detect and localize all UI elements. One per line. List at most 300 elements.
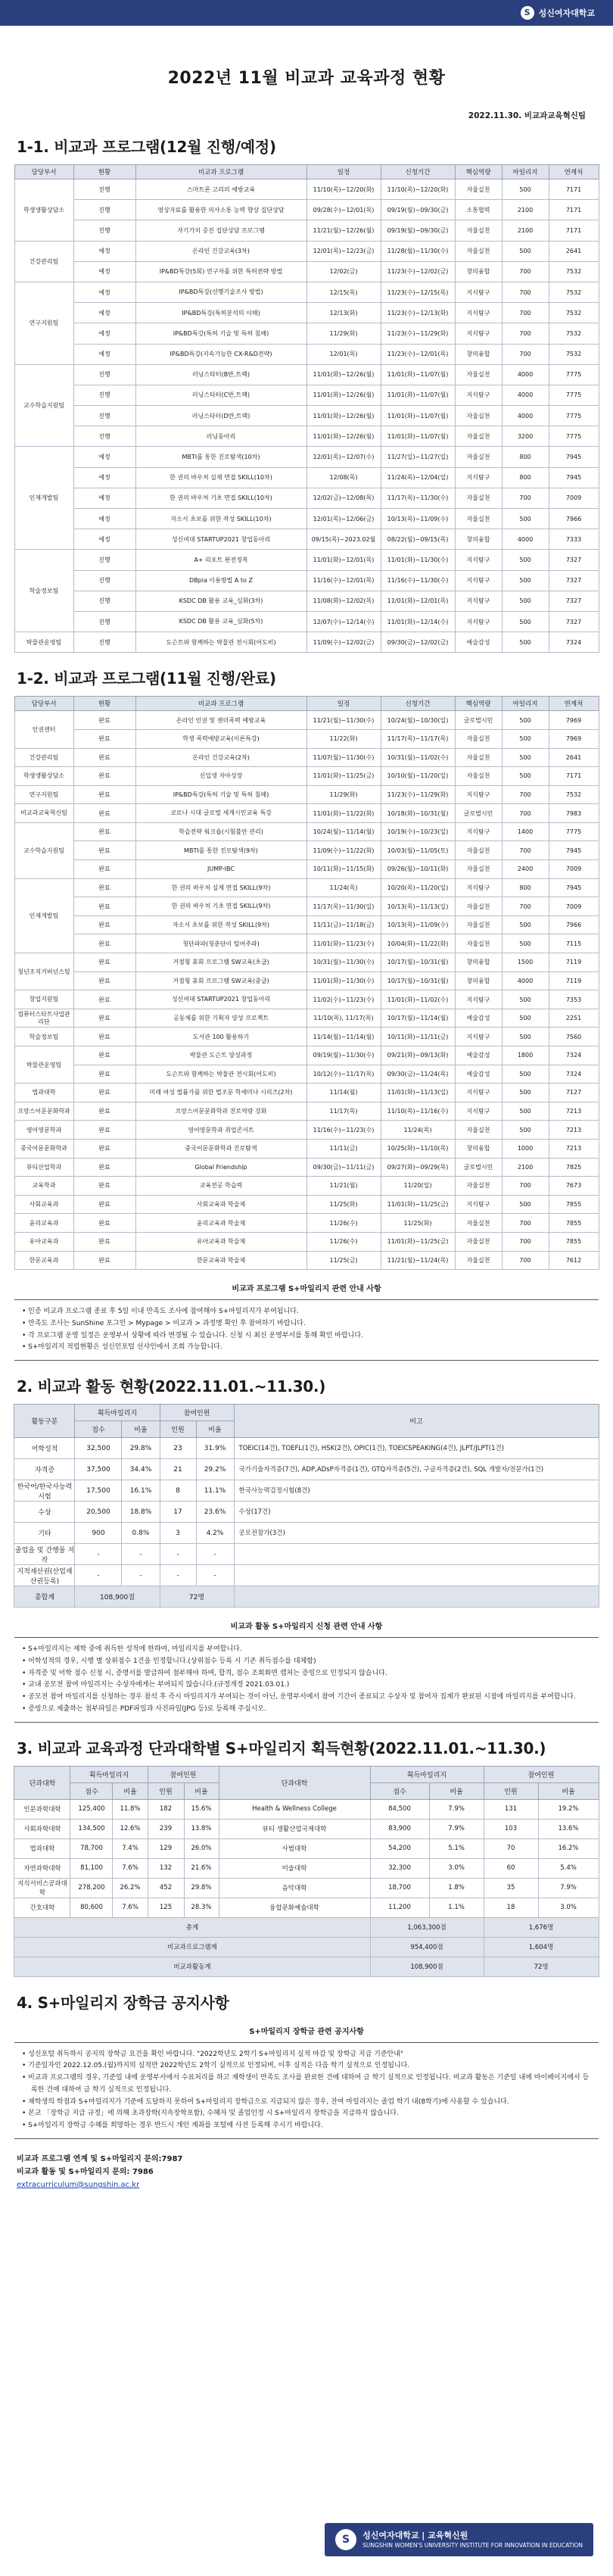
status-cell: 완료: [73, 990, 135, 1009]
col-header: 현황: [73, 697, 135, 711]
competency-cell: 지식탐구: [455, 611, 502, 632]
status-cell: 완료: [73, 1158, 135, 1177]
apply-cell: 11/01(화)~12/14(수): [381, 611, 455, 632]
mileage-cell: 700: [502, 323, 549, 344]
dept-cell: 인재개발팀: [14, 878, 73, 953]
competency-cell: 자율실천: [455, 748, 502, 767]
mileage-rate: 7.9%: [429, 1799, 484, 1819]
schedule-cell: 11/11(금): [306, 1139, 381, 1158]
col-grant-right: 획득마일리지: [370, 1766, 484, 1782]
people-rate: 29.2%: [196, 1459, 234, 1480]
apply-cell: 09/30(금)~12/02(금): [381, 632, 455, 653]
people-rate: 13.8%: [184, 1819, 219, 1838]
schedule-cell: 12/15(목): [306, 282, 381, 302]
college-mileage-table: [14, 1766, 599, 1977]
dept-cell: 건강관리팀: [14, 241, 73, 282]
col-header: 현황: [73, 165, 135, 179]
apply-cell: 10/17(월)~10/31(월): [381, 971, 455, 990]
program-cell: 신입생 자아성장: [135, 767, 306, 786]
col-header: 담당부서: [14, 165, 73, 179]
table-row: [14, 488, 599, 508]
competency-cell: 자율실천: [455, 1121, 502, 1140]
notice-item: • S+마일리지 적립현황은 성신인포털 선샤인에서 조회 가능합니다.: [22, 1342, 591, 1354]
contact-activity: 비교과 활동 및 S+마일리지 문의: 7986: [17, 2167, 154, 2176]
contact-cell: 7532: [549, 282, 599, 302]
dept-cell: 박물관운영팀: [14, 1046, 73, 1084]
schedule-cell: 11/22(화): [306, 729, 381, 748]
notice-item: • 본교 「장학금 지급 규정」에 의해 초과장학(지속장학포함), 수혜자 및 졸업인정 시 S+마일리지 장학금을 지급하지 않습니다.: [22, 2108, 591, 2120]
apply-cell: 11/01(화)~11/30(수): [381, 550, 455, 570]
contact-email-link[interactable]: extracurriculum@sungshin.ac.kr: [17, 2180, 140, 2189]
dept-cell: 연구지원팀: [14, 785, 73, 804]
apply-cell: 11/01(화)~11/13(일): [381, 1084, 455, 1102]
apply-cell: 11/24(목)~12/04(일): [381, 467, 455, 488]
col-score-l: 점수: [70, 1782, 113, 1799]
contact-cell: 7945: [549, 447, 599, 467]
college-name: Health & Wellness College: [219, 1799, 370, 1819]
table-row: [14, 467, 599, 488]
mileage-cell: 500: [502, 767, 549, 786]
people-rate: 13.6%: [538, 1819, 599, 1838]
total-cell: 총합계: [14, 1586, 75, 1608]
program-table-december: [14, 164, 599, 653]
mileage-cell: 500: [502, 611, 549, 632]
sum-people: 1,604명: [484, 1937, 599, 1957]
notice-1-list: [14, 1299, 599, 1361]
program-cell: 영상자료를 활용한 의사소통 능력 향상 집단상담: [135, 200, 306, 220]
status-cell: 예정: [73, 509, 135, 529]
contact-cell: 7009: [549, 897, 599, 916]
people-count: 35: [484, 1878, 538, 1898]
table-row: [14, 878, 599, 897]
schedule-cell: 11/11(금)~11/18(금): [306, 915, 381, 934]
program-cell: 러닝동아리: [135, 426, 306, 447]
competency-cell: 지식탐구: [455, 1028, 502, 1046]
table-row: [14, 934, 599, 953]
mileage-rate: 7.6%: [113, 1898, 148, 1917]
col-score-r: 점수: [370, 1782, 429, 1799]
mileage-cell: 500: [502, 632, 549, 653]
institute-logo-icon: S: [335, 2529, 356, 2550]
table-row: [14, 447, 599, 467]
program-cell: 한문교육과 학술제: [135, 1251, 306, 1270]
notice-2-title: 비교과 활동 S+마일리지 신청 관련 안내 사항: [230, 1623, 383, 1632]
sum-people: 72명: [484, 1957, 599, 1976]
schedule-cell: 11/25(금): [306, 1251, 381, 1270]
table-row: [14, 1028, 599, 1046]
contact-cell: 7119: [549, 953, 599, 972]
people-count: -: [160, 1565, 196, 1586]
mileage-score: 900: [75, 1523, 122, 1544]
total-cell: [234, 1586, 599, 1608]
mileage-rate: 5.1%: [429, 1838, 484, 1858]
contact-cell: 2251: [549, 1009, 599, 1028]
footer-logo-sub: SUNGSHIN WOMEN'S UNIVERSITY INSTITUTE FOR INNOVATION IN EDUCATION: [363, 2541, 583, 2549]
program-cell: 러닝스타터(B반,트랙): [135, 364, 306, 385]
program-cell: 러닝스타터(C반,트랙): [135, 385, 306, 405]
table-row: [14, 1799, 599, 1819]
mileage-cell: 1800: [502, 1046, 549, 1065]
dept-cell: 비교과교육혁신팀: [14, 804, 73, 823]
contact-cell: 7115: [549, 934, 599, 953]
table-row: [14, 1232, 599, 1251]
contact-cell: 7532: [549, 303, 599, 323]
apply-cell: 11/17(목)~11/17(목): [381, 729, 455, 748]
apply-cell: 10/18(화)~10/31(월): [381, 804, 455, 823]
apply-cell: 10/13(목)~11/09(수): [381, 915, 455, 934]
table-row: [14, 1459, 599, 1480]
notice-item: • 성신포털 취득하시 공지의 장학금 요건을 확인 바랍니다. "2022학년도 2학기 S+마일리지 실적 마감 및 장학금 지급 기준안내": [22, 2049, 591, 2061]
competency-cell: 지식탐구: [455, 785, 502, 804]
program-cell: IP&BD특강(선행기술조사 방법): [135, 282, 306, 302]
note: 수상(17건): [234, 1502, 599, 1523]
mileage-cell: 700: [502, 344, 549, 364]
schedule-cell: 09/15(목)~2023.02월: [306, 529, 381, 550]
mileage-cell: 700: [502, 1232, 549, 1251]
table-row: [14, 1898, 599, 1917]
people-rate: 16.2%: [538, 1838, 599, 1858]
college-name: 인문과학대학: [14, 1799, 70, 1819]
table-row: [14, 1177, 599, 1196]
program-cell: 거점형 휴회 프로그램 SW교육(초급): [135, 953, 306, 972]
program-cell: IP&BD특강(특허 기술 및 특허 침해): [135, 323, 306, 344]
apply-cell: 11/01(화)~11/25(금): [381, 1232, 455, 1251]
people-count: -: [160, 1544, 196, 1565]
table-row: [14, 611, 599, 632]
table-row: [14, 1102, 599, 1121]
schedule-cell: 11/25(화): [306, 1195, 381, 1214]
program-cell: 공동체를 위한 기획자 양성 프로젝트: [135, 1009, 306, 1028]
apply-cell: 08/22(월)~09/15(목): [381, 529, 455, 550]
apply-cell: 11/23(수)~12/01(목): [381, 344, 455, 364]
contact-cell: 7171: [549, 179, 599, 200]
status-cell: 진행: [73, 632, 135, 653]
status-cell: 진행: [73, 611, 135, 632]
program-table-november: [14, 696, 599, 1270]
status-cell: 완료: [73, 1195, 135, 1214]
mileage-rate: 7.6%: [113, 1858, 148, 1878]
apply-cell: 11/23(수)~12/13(화): [381, 303, 455, 323]
col-header: 핵심역량: [455, 697, 502, 711]
competency-cell: 자율실천: [455, 767, 502, 786]
competency-cell: 자율실천: [455, 1214, 502, 1233]
status-cell: 예정: [73, 282, 135, 302]
competency-cell: 예술감성: [455, 1046, 502, 1065]
program-cell: 프랑스어문문화학과 진로역량 강화: [135, 1102, 306, 1121]
competency-cell: 지식탐구: [455, 467, 502, 488]
mileage-score: 83,900: [370, 1819, 429, 1838]
section-4-heading: 4. S+마일리지 장학금 공지사항: [17, 1993, 229, 2012]
table-row: [14, 323, 599, 344]
competency-cell: 자율실천: [455, 1232, 502, 1251]
program-cell: 도서관 100 활용하기: [135, 1028, 306, 1046]
schedule-cell: 11/21(월)~11/30(수): [306, 711, 381, 730]
mileage-cell: 4000: [502, 406, 549, 426]
dept-cell: 윤리교육과: [14, 1214, 73, 1233]
schedule-cell: 11/07(월)~11/30(수): [306, 748, 381, 767]
contact-cell: 7969: [549, 729, 599, 748]
mileage-rate: 12.6%: [113, 1819, 148, 1838]
competency-cell: 자율실천: [455, 841, 502, 860]
note: TOEIC(14건), TOEFL(1건), HSK(2건), OPIC(1건), TOEICSPEAKING(4건), JLPT/JLPT(1건): [234, 1438, 599, 1459]
schedule-cell: 11/17(목): [306, 1102, 381, 1121]
status-cell: 완료: [73, 804, 135, 823]
apply-cell: 11/01(화)~11/07(월): [381, 426, 455, 447]
contact-cell: 7775: [549, 406, 599, 426]
contact-cell: 7966: [549, 915, 599, 934]
mileage-cell: 4000: [502, 385, 549, 405]
dept-cell: 인권센터: [14, 711, 73, 748]
table-row: [14, 1121, 599, 1140]
col-header: 연계처: [549, 697, 599, 711]
program-cell: 한 권의 바우처 실제 면접 SKILL(9차): [135, 878, 306, 897]
mileage-score: 17,500: [75, 1480, 122, 1502]
mileage-rate: 16.1%: [122, 1480, 160, 1502]
contact-cell: 7532: [549, 323, 599, 344]
program-cell: JUMP-IBC: [135, 860, 306, 879]
competency-cell: 자율실천: [455, 860, 502, 879]
contact-cell: 7560: [549, 1028, 599, 1046]
header-logo: [521, 6, 595, 20]
status-cell: 진행: [73, 220, 135, 241]
contact-cell: 7327: [549, 591, 599, 611]
college-name: 지식서비스공과대학: [14, 1878, 70, 1898]
mileage-score: 32,500: [75, 1438, 122, 1459]
note: 공모전참가(3건): [234, 1523, 599, 1544]
table-row: [14, 1046, 599, 1065]
mileage-cell: 700: [502, 897, 549, 916]
contact-cell: 7855: [549, 1214, 599, 1233]
dept-cell: 컴퓨터스타트사업관리단: [14, 1009, 73, 1028]
status-cell: 완료: [73, 1065, 135, 1084]
program-cell: IP&BD특강(5회) 연구자를 위한 특허전략 방법: [135, 261, 306, 282]
apply-cell: 11/23(수)~12/15(목): [381, 282, 455, 302]
activity-type: 지적재산권(산업재산권등록): [14, 1565, 75, 1586]
program-cell: 자기가치 증진 집단상담 프로그램: [135, 220, 306, 241]
contact-cell: 7775: [549, 426, 599, 447]
status-cell: 완료: [73, 748, 135, 767]
table-row: [14, 220, 599, 241]
status-cell: 완료: [73, 1251, 135, 1270]
notice-item: • 어학성적의 경우, 시행 별 상위점수 1건을 인정합니다.(상위점수 등록 시 기존 취득점수를 대체함): [22, 1656, 591, 1668]
col-header: 연계처: [549, 165, 599, 179]
status-cell: 완료: [73, 953, 135, 972]
program-cell: 한 권의 바우처 기초 면접 SKILL(10차): [135, 488, 306, 508]
status-cell: 완료: [73, 1028, 135, 1046]
apply-cell: 11/01(화)~11/07(월): [381, 385, 455, 405]
table-row: [14, 550, 599, 570]
mileage-rate: 7.9%: [429, 1819, 484, 1838]
notice-item: • 인증 비교과 프로그램 종료 후 5일 이내 만족도 조사에 참여해야 S+마일리지가 부여됩니다.: [22, 1306, 591, 1318]
table-row: [14, 841, 599, 860]
document-title: 2022년 11월 비교과 교육과정 현황: [167, 69, 446, 88]
col-header: 비교과 프로그램: [135, 165, 306, 179]
mileage-cell: 500: [502, 934, 549, 953]
status-cell: 완료: [73, 767, 135, 786]
mileage-cell: 2100: [502, 1158, 549, 1177]
program-cell: A+ 리포트 완전정복: [135, 550, 306, 570]
mileage-cell: 1500: [502, 953, 549, 972]
apply-cell: 09/21(화)~09/13(화): [381, 1046, 455, 1065]
people-count: 103: [484, 1819, 538, 1838]
table-row: [14, 822, 599, 841]
program-cell: 한 권의 바우처 기초 면접 SKILL(9차): [135, 897, 306, 916]
mileage-cell: 500: [502, 990, 549, 1009]
people-count: 23: [160, 1438, 196, 1459]
notice-3-list: [14, 2042, 599, 2139]
competency-cell: 자율실천: [455, 406, 502, 426]
program-cell: DBpia 이용방법 A to Z: [135, 570, 306, 591]
dept-cell: 교수학습지원팀: [14, 822, 73, 878]
mileage-cell: 500: [502, 179, 549, 200]
program-cell: 거점형 휴회 프로그램 SW교육(중급): [135, 971, 306, 990]
table-row: [14, 632, 599, 653]
apply-cell: 10/17(월)~10/31(월): [381, 953, 455, 972]
apply-cell: 10/17(월)~11/14(월): [381, 1009, 455, 1028]
table-row: [14, 1139, 599, 1158]
mileage-cell: 700: [502, 1177, 549, 1196]
notice-item: • 기준일자인 2022.12.05.(월)까지의 실적만 2022학년도 2학기 실적으로 인정되며, 이후 실적은 다음 학기 실적으로 인정됩니다.: [22, 2060, 591, 2072]
activity-type: 졸업을 및 간행물 저작: [14, 1544, 75, 1565]
people-count: 131: [484, 1799, 538, 1819]
status-cell: 진행: [73, 591, 135, 611]
people-rate: 11.1%: [196, 1480, 234, 1502]
table-row: [14, 1158, 599, 1177]
table-row: [14, 1438, 599, 1459]
schedule-cell: 12/01(목)~12/06(금): [306, 509, 381, 529]
competency-cell: 창의융합: [455, 1139, 502, 1158]
table-row: [14, 426, 599, 447]
program-cell: MBTI를 통한 진로탐색(10차): [135, 447, 306, 467]
mileage-rate: 18.8%: [122, 1502, 160, 1523]
mileage-score: 54,200: [370, 1838, 429, 1858]
mileage-score: 20,500: [75, 1502, 122, 1523]
program-cell: 스마트폰 고리의 예방교육: [135, 179, 306, 200]
status-cell: 예정: [73, 241, 135, 261]
competency-cell: 지식탐구: [455, 1195, 502, 1214]
schedule-cell: 11/14(월): [306, 1084, 381, 1102]
section-3-heading: 3. 비교과 교육과정 단과대학별 S+마일리지 획득현황(2022.11.01.~11.30.): [17, 1739, 546, 1757]
notice-item: • 각 프로그램 운영 일정은 운영부서 상황에 따라 변경될 수 있습니다. 신청 시 최신 운영부서를 통해 확인 바랍니다.: [22, 1330, 591, 1343]
schedule-cell: 11/16(수)~11/23(수): [306, 1121, 381, 1140]
contact-cell: 7213: [549, 1102, 599, 1121]
table-row: [14, 1195, 599, 1214]
schedule-cell: 11/01(화)~11/30(수): [306, 971, 381, 990]
mileage-cell: 700: [502, 303, 549, 323]
schedule-cell: 11/09(수)~12/02(금): [306, 632, 381, 653]
table-row: [14, 200, 599, 220]
contact-cell: 7673: [549, 1177, 599, 1196]
program-cell: 러닝스타터(D반,트랙): [135, 406, 306, 426]
sum-label: 비교과프로그램계: [14, 1937, 370, 1957]
mileage-cell: 500: [502, 915, 549, 934]
competency-cell: 지식탐구: [455, 570, 502, 591]
col-rate-l: 비율: [113, 1782, 148, 1799]
apply-cell: 11/10(목)~11/16(수): [381, 1102, 455, 1121]
table-row: [14, 1544, 599, 1565]
competency-cell: 자율실천: [455, 729, 502, 748]
apply-cell: 11/23(수)~11/29(화): [381, 785, 455, 804]
footer-logo-main: 성신여자대학교 | 교육혁신원: [363, 2531, 468, 2541]
contact-cell: 7171: [549, 200, 599, 220]
schedule-cell: 12/08(목): [306, 467, 381, 488]
col-header: 핵심역량: [455, 165, 502, 179]
apply-cell: 09/27(화)~09/29(목): [381, 1158, 455, 1177]
schedule-cell: 11/01(화)~12/26(월): [306, 406, 381, 426]
mileage-cell: 4000: [502, 971, 549, 990]
col-grant-mileage: 획득마일리지: [75, 1405, 160, 1421]
status-cell: 예정: [73, 467, 135, 488]
dept-cell: 한문교육과: [14, 1251, 73, 1270]
contact-cell: 7009: [549, 860, 599, 879]
schedule-cell: 12/02(금): [306, 261, 381, 282]
notice-item: • 공모전 참여 마일리지를 신청하는 경우 참석 후 즉시 마일리지가 부여되는 것이 아닌, 운영부서에서 참여 기간이 종료되고 수상자 및 참여자 집계가 완료된 시점에 마일리지를 부여합니다.: [22, 1692, 591, 1704]
people-rate: 21.6%: [184, 1858, 219, 1878]
schedule-cell: 11/09(수)~11/22(화): [306, 841, 381, 860]
apply-cell: 11/23(수)~11/29(화): [381, 323, 455, 344]
apply-cell: 10/19(수)~10/23(일): [381, 822, 455, 841]
contact-cell: 7855: [549, 1195, 599, 1214]
contact-cell: 7127: [549, 1084, 599, 1102]
dept-cell: 박물관운영팀: [14, 632, 73, 653]
status-cell: 완료: [73, 1139, 135, 1158]
people-rate: 15.6%: [184, 1799, 219, 1819]
apply-cell: 11/27(일)~11/27(일): [381, 447, 455, 467]
mileage-rate: 26.2%: [113, 1878, 148, 1898]
apply-cell: 11/21(월)~11/24(목): [381, 1251, 455, 1270]
table-row: [14, 915, 599, 934]
competency-cell: 소통협력: [455, 200, 502, 220]
table-row: [14, 1819, 599, 1838]
college-name: 사범대학: [219, 1838, 370, 1858]
mileage-cell: 500: [502, 1065, 549, 1084]
mileage-score: 125,400: [70, 1799, 113, 1819]
apply-cell: 11/20(일): [381, 1177, 455, 1196]
note: [234, 1544, 599, 1565]
sum-row: [14, 1957, 599, 1976]
notice-item: • 재학생의 학점과 S+마일리지가 기준에 도달하지 못하여 S+마일리지 장학금으로 지급되지 않은 경우, 잔여 마일리지는 졸업 학기 내(8학기)에 사용할 수 있습니다.: [22, 2097, 591, 2109]
col-header: 일정: [306, 697, 381, 711]
people-count: 452: [148, 1878, 184, 1898]
section-2-heading: 2. 비교과 활동 현황(2022.11.01.~11.30.): [17, 1377, 326, 1396]
status-cell: 예정: [73, 488, 135, 508]
apply-cell: 11/23(수)~12/02(금): [381, 261, 455, 282]
apply-cell: 10/24(월)~10/30(일): [381, 711, 455, 730]
people-rate: 28.3%: [184, 1898, 219, 1917]
schedule-cell: 09/28(수)~12/01(목): [306, 200, 381, 220]
program-cell: 청단파파(청춘단이 털어주파): [135, 934, 306, 953]
status-cell: 완료: [73, 1214, 135, 1233]
col-header: 담당부서: [14, 697, 73, 711]
competency-cell: 자율실천: [455, 897, 502, 916]
mileage-score: 11,200: [370, 1898, 429, 1917]
col-header: 비교과 프로그램: [135, 697, 306, 711]
status-cell: 완료: [73, 1084, 135, 1102]
contact-cell: 7945: [549, 878, 599, 897]
total-cell: 108,900점: [75, 1586, 160, 1608]
schedule-cell: 10/24(월)~11/14(월): [306, 822, 381, 841]
competency-cell: 지식탐구: [455, 323, 502, 344]
mileage-cell: 500: [502, 1028, 549, 1046]
mileage-cell: 700: [502, 785, 549, 804]
college-name: 법과대학: [14, 1838, 70, 1858]
program-cell: 박물관 도슨트 양성과정: [135, 1046, 306, 1065]
schedule-cell: 11/26(수): [306, 1232, 381, 1251]
people-count: 125: [148, 1898, 184, 1917]
competency-cell: 예술감성: [455, 1065, 502, 1084]
contact-cell: 7945: [549, 467, 599, 488]
people-rate: 19.2%: [538, 1799, 599, 1819]
